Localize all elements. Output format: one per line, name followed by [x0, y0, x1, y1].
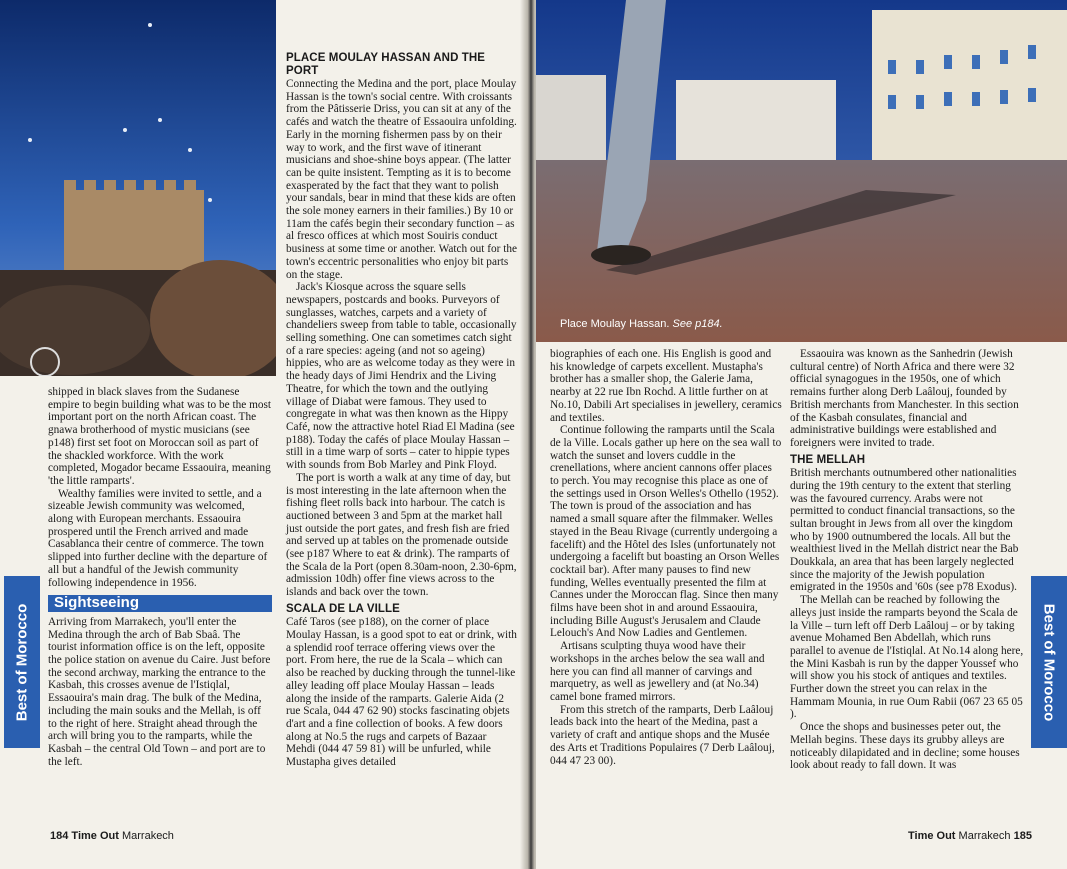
paragraph: biographies of each one. His English is good and his knowledge of carpets excellent. Mustapha's brother has a smaller shop, the Galerie Jama, nearby at 22 rue Ibn Rochd. A little further on at No.10, Dabili Art specialises in jewellery, ceramics and textiles.: [550, 348, 782, 424]
left-column-1: [48, 386, 272, 768]
paragraph: Continue following the ramparts until the Scala de la Ville. Locals gather up here on the sea wall to watch the sunset and lovers cuddle in the crenellations, where ancient cannons offer places to perch. You may recognise this place as one of the settings used in Orson Welles's Othello (1952). The town is proud of the association and has named a small square after the filmmaker. Welles stayed in the Beau Rivage (currently undergoing a facelift) and the Hôtel des Isles (unfortunately not undergoing a facelift but boasting an Orson Welles cocktail bar). After many pauses to find new funding, Welles eventually presented the film at Cannes under the Moroccan flag. Since then many films have been shot in and around Essaouira, including Bille August's Jerusalem and Claude Lelouch's And Now Ladies and Gentlemen.: [550, 424, 782, 640]
page-footer: [50, 830, 174, 842]
section-heading: PLACE MOULAY HASSAN AND THE PORT: [286, 52, 486, 77]
publication-title: Time Out: [908, 830, 956, 842]
paragraph: Artisans sculpting thuya wood have their workshops in the arches below the sea wall and here you can find all manner of carvings and marquetry, as well as jewellery and (at No.34) camel bone framed mirrors.: [550, 640, 765, 703]
essaouira-fortress-photo: [0, 0, 276, 376]
right-page: [536, 0, 1067, 869]
paragraph: Arriving from Marrakech, you'll enter the Medina through the arch of Bab Sbaâ. The tourist information office is on the left, opposite the police station on avenue du Caire. Just before the second archway, marking the entrance to the Kasbah, this crosses avenue de l'Istiqlal, Essaouira's main drag. The bulk of the Medina, including the main souks and the Mellah, is off to the right of here. Straight ahead through the arch will bring you to the ramparts, while the Kasbah – the central Old Town – and port are to the left.: [48, 615, 271, 768]
page-number: 184: [50, 830, 69, 842]
place-moulay-hassan-photo: [536, 0, 1067, 342]
paragraph: British merchants outnumbered other nationalities during the 19th century to the extent that sterling was the favoured currency. Arabs were not permitted to conduct financial transactions, so the sultan brought in Jews from all over the kingdom who by 1900 outnumbered the locals. All but the wealthiest lived in the Mellah district near the Bab Doukkala, an area that has been largely neglected since the majority of the Jewish population emigrated in the 1950s and '60s (see p78 Exodus).: [790, 467, 1019, 594]
guide-city: Marrakech: [121, 830, 174, 842]
photo-caption: [560, 318, 723, 330]
paragraph: Essaouira was known as the Sanhedrin (Jewish cultural centre) of North Africa and there were 32 official synagogues in the 1950s, one of which remains further along Derb Laâlouj, founded by British merchants from Manchester. In this section of the Kasbah consulates, financial and administrative buildings were established and foreigners were invited to trade.: [790, 348, 1019, 449]
right-column-1: [550, 348, 782, 767]
guide-city: Marrakech: [958, 830, 1011, 842]
caption-text: Place Moulay Hassan.: [560, 318, 670, 330]
sightseeing-heading: Sightseeing: [48, 595, 272, 612]
left-column-2: [286, 52, 518, 769]
paragraph: Café Taros (see p188), on the corner of place Moulay Hassan, is a good spot to eat or drink, with a splendid roof terrace offering views over the port. From here, the rue de la Scala – which can also be reached by ducking through the tunnel-like alley leading off place Moulay Hassan – leads along the inside of the ramparts. Galerie Aida (2 rue Scala, 044 47 62 90) stocks fascinating objets d'art and a fine collection of books. A few doors along at No.5 the rugs and carpets of Bazaar Mehdi (044 47 59 81) will be unfurled, while Mustapha gives detailed: [286, 616, 517, 769]
paragraph: Wealthy families were invited to settle, and a sizeable Jewish community was welcomed, along with European merchants. Essaouira prospered until the French arrived and made Casablanca their centre of commerce. The town slipped into further decline with the departure of all but a handful of the Jewish community following independence in 1956.: [48, 487, 268, 589]
caption-reference: See p184.: [672, 318, 723, 330]
left-page: [0, 0, 528, 869]
section-tab: Best of Morocco: [4, 576, 40, 748]
page-footer: [908, 830, 1032, 842]
paragraph: shipped in black slaves from the Sudanese empire to begin building what was to be the most important port on the north African coast. The gnawa brotherhood of mystic musicians (see p148) first set foot on Moroccan soil as part of the shackled workforce. With the work completed, Mogador became Essaouira, meaning 'the little ramparts'.: [48, 386, 272, 487]
paragraph: The port is worth a walk at any time of day, but is most interesting in the late afternoon when the fishing fleet rolls back into harbour. The catch is auctioned between 3 and 5pm at the market hall just outside the port gates, and fresh fish are fried and served up at tables on the promenade outside (see p187 Where to eat & drink). The ramparts of the Scala de la Port (open 8.30am-noon, 2.30-6pm, admission 10dh) offer fine views across to the islands and back over the town.: [286, 471, 517, 599]
section-heading: THE MELLAH: [790, 453, 866, 466]
paragraph: The Mellah can be reached by following the alleys just inside the ramparts beyond the Scala de la Ville – turn left off Derb Laâlouj – or by taking avenue Mohamed Ben Abdellah, which runs parallel to avenue de l'Istiqlal. At No.14 along here, the Mini Kasbah is run by the dapper Youssef who will show you his stock of antiques and textiles. Further down the street you can relax in the Hammam Mounia, in rue Oum Rabii (067 23 65 05 ).: [790, 594, 1024, 721]
paragraph: Jack's Kiosque across the square sells newspapers, postcards and books. Purveyors of sunglasses, watches, carpets and a variety of chandeliers sweep from table to table, occasionally selling something. One can sometimes catch sight of a rare species: ageing (and not so ageing) hippies, who are as welcome today as they were in the heady days of Jimi Hendrix and the Living Theatre, for which the town and the outlying village of Diabat were famous. They used to congregate in what was then known as the Hippy Café, now the attractive hotel Riad El Madina (see p188). Today the cafés of place Moulay Hassan – still in a time warp of sorts – cater to hippie types with sounds from Bob Marley and Pink Floyd.: [286, 281, 517, 472]
right-column-2: [790, 348, 1024, 772]
section-heading: SCALA DE LA VILLE: [286, 602, 400, 615]
paragraph: From this stretch of the ramparts, Derb Laâlouj leads back into the heart of the Medina, past a variety of craft and antique shops and the Musée des Arts et Traditions Populaires (7 Derb Laâlouj, 044 47 23 00).: [550, 703, 775, 767]
paragraph: Connecting the Medina and the port, place Moulay Hassan is the town's social centre. With croissants from the Pâtisserie Driss, you can sit at any of the cafés and watch the theatre of Essaouira unfolding. Early in the morning fishermen pass by on their way to work, and the first wave of itinerant musicians and shoe-shine boys appear. (The latter can be quite insistent. Tempting as it is to become exasperated by the fact that they want to polish your sandals, bear in mind that these kids are often the sole money earners in their families.) By 10 or 11am the cafés begin their secondary function – as al fresco offices at which most Souiris conduct business at some time or another. Watch out for the town's eccentric personalities who enjoy bit parts on the stage.: [286, 78, 518, 281]
section-tab: Best of Morocco: [1031, 576, 1067, 748]
publication-title: Time Out: [71, 830, 119, 842]
paragraph: Once the shops and businesses peter out, the Mellah begins. These days its grubby alleys are noticeably dilapidated and in decline; some houses look about ready to fall down. It was: [790, 721, 1020, 772]
page-number: 185: [1013, 830, 1032, 842]
